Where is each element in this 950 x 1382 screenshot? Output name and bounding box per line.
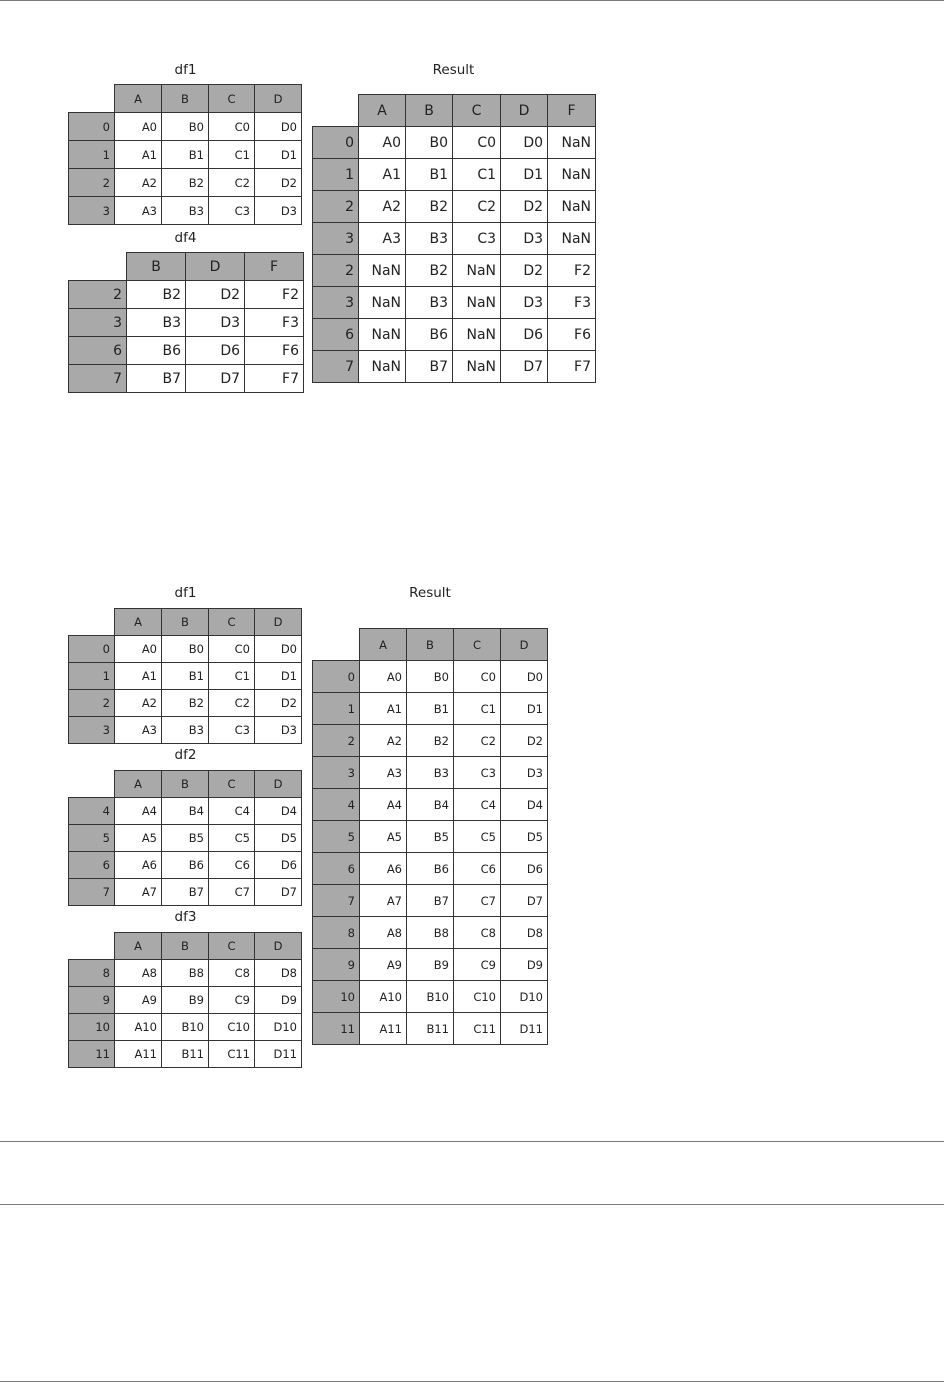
table-cell: A3: [360, 757, 407, 789]
table-cell: D6: [501, 853, 548, 885]
table-row: [313, 693, 548, 725]
table-row: [313, 789, 548, 821]
table-cell: B1: [406, 159, 453, 191]
table-cell: D3: [255, 717, 302, 744]
table-cell: D5: [255, 825, 302, 852]
table-cell: D0: [255, 636, 302, 663]
table-cell: A8: [360, 917, 407, 949]
table-cell: C4: [454, 789, 501, 821]
table-cell: B2: [127, 281, 186, 309]
table-cell: B1: [407, 693, 454, 725]
table-cell: A2: [359, 191, 406, 223]
table-row: [69, 636, 302, 663]
table-cell: C0: [453, 127, 501, 159]
table-row: [313, 1013, 548, 1045]
table-cell: D0: [255, 113, 302, 141]
table-cell: C0: [209, 636, 255, 663]
table-cell: D10: [501, 981, 548, 1013]
table-row: [69, 663, 302, 690]
table-cell: A0: [360, 661, 407, 693]
table-cell: F3: [245, 309, 304, 337]
table-cell: D6: [501, 319, 548, 351]
table-row: [69, 717, 302, 744]
table-cell: B3: [127, 309, 186, 337]
table-cell: F2: [548, 255, 596, 287]
table-cell: NaN: [548, 191, 596, 223]
row-index: 2: [313, 191, 359, 223]
table-cell: C11: [209, 1041, 255, 1068]
row-index: 0: [69, 113, 115, 141]
table-cell: D0: [501, 127, 548, 159]
table-cell: C7: [209, 879, 255, 906]
table-cell: C4: [209, 798, 255, 825]
table-cell: D7: [501, 885, 548, 917]
table-cell: C2: [453, 191, 501, 223]
df1-title: df1: [174, 585, 197, 601]
row-index: 11: [69, 1041, 115, 1068]
table-row: [313, 661, 548, 693]
column-header: C: [209, 933, 255, 960]
table-cell: B2: [406, 191, 453, 223]
table-cell: D6: [186, 337, 245, 365]
df3-table: [68, 932, 302, 1068]
table-cell: A1: [360, 693, 407, 725]
table-cell: C3: [209, 717, 255, 744]
row-index: 4: [313, 789, 360, 821]
table-row: [69, 690, 302, 717]
table-row: [69, 798, 302, 825]
table-cell: A3: [115, 717, 162, 744]
table-cell: A7: [360, 885, 407, 917]
table-cell: B7: [406, 351, 453, 383]
table-cell: A5: [360, 821, 407, 853]
table-row: [313, 981, 548, 1013]
table-cell: A0: [115, 113, 162, 141]
table-cell: C0: [454, 661, 501, 693]
table-cell: A9: [115, 987, 162, 1014]
table-cell: A5: [115, 825, 162, 852]
table-cell: D11: [255, 1041, 302, 1068]
table-cell: D3: [186, 309, 245, 337]
table-cell: NaN: [548, 223, 596, 255]
row-index: 6: [313, 853, 360, 885]
table-cell: D2: [501, 255, 548, 287]
table-cell: D2: [255, 169, 302, 197]
table-cell: B0: [162, 636, 209, 663]
table-cell: NaN: [359, 319, 406, 351]
table-cell: D3: [255, 197, 302, 225]
table-cell: B6: [407, 853, 454, 885]
table-cell: C7: [454, 885, 501, 917]
df4-title: df4: [174, 230, 197, 246]
table-cell: B7: [162, 879, 209, 906]
table-cell: A0: [115, 636, 162, 663]
row-index: 0: [313, 127, 359, 159]
table-cell: D0: [501, 661, 548, 693]
table-row: [313, 725, 548, 757]
table-cell: A2: [115, 169, 162, 197]
table-row: [69, 960, 302, 987]
table-cell: C11: [454, 1013, 501, 1045]
row-index: 0: [313, 661, 360, 693]
section-rule-1: [0, 1141, 944, 1142]
section-rule-2: [0, 1204, 944, 1205]
table-cell: B11: [162, 1041, 209, 1068]
table-cell: C10: [209, 1014, 255, 1041]
column-header: B: [162, 771, 209, 798]
column-header: B: [162, 609, 209, 636]
table-cell: A7: [115, 879, 162, 906]
row-index: 6: [69, 337, 127, 365]
row-index: 11: [313, 1013, 360, 1045]
table-cell: B1: [162, 141, 209, 169]
table-cell: A1: [115, 141, 162, 169]
table-cell: C9: [209, 987, 255, 1014]
table-cell: B4: [162, 798, 209, 825]
table-row: [69, 1014, 302, 1041]
table-cell: B2: [162, 690, 209, 717]
table-cell: B10: [407, 981, 454, 1013]
column-header: F: [245, 253, 304, 281]
column-header: C: [453, 95, 501, 127]
row-index: 1: [313, 159, 359, 191]
table-cell: B3: [406, 223, 453, 255]
table-cell: D9: [501, 949, 548, 981]
df2-table: [68, 770, 302, 906]
table-cell: C1: [209, 663, 255, 690]
column-header: D: [255, 85, 302, 113]
row-index: 7: [69, 365, 127, 393]
table-cell: B2: [407, 725, 454, 757]
row-index: 1: [69, 141, 115, 169]
table-cell: F7: [245, 365, 304, 393]
row-index: 2: [313, 725, 360, 757]
table-cell: C0: [209, 113, 255, 141]
row-index: 8: [69, 960, 115, 987]
table-row: [313, 853, 548, 885]
row-index: 5: [313, 821, 360, 853]
column-header: D: [255, 771, 302, 798]
table-cell: C8: [209, 960, 255, 987]
table-cell: F7: [548, 351, 596, 383]
table-cell: D8: [255, 960, 302, 987]
table-row: [313, 949, 548, 981]
table-cell: C10: [454, 981, 501, 1013]
table-cell: D4: [501, 789, 548, 821]
table-cell: C2: [209, 169, 255, 197]
table-cell: C1: [454, 693, 501, 725]
table-cell: B3: [162, 197, 209, 225]
table-cell: D8: [501, 917, 548, 949]
column-header: D: [501, 95, 548, 127]
table-cell: D9: [255, 987, 302, 1014]
table-cell: C8: [454, 917, 501, 949]
table-cell: B6: [406, 319, 453, 351]
table-cell: D7: [501, 351, 548, 383]
row-index: 10: [313, 981, 360, 1013]
table-cell: D1: [501, 159, 548, 191]
table-cell: C1: [209, 141, 255, 169]
column-header: B: [162, 933, 209, 960]
column-header: A: [115, 933, 162, 960]
table-cell: A10: [360, 981, 407, 1013]
table-cell: C5: [454, 821, 501, 853]
row-index: 6: [313, 319, 359, 351]
table-cell: B8: [407, 917, 454, 949]
table-cell: NaN: [548, 127, 596, 159]
row-index: 2: [313, 255, 359, 287]
df3-title: df3: [174, 909, 197, 925]
table-cell: A3: [115, 197, 162, 225]
table-cell: B7: [407, 885, 454, 917]
table-cell: NaN: [453, 255, 501, 287]
table-cell: A8: [115, 960, 162, 987]
table-cell: NaN: [453, 287, 501, 319]
column-header: A: [115, 85, 162, 113]
table-cell: D1: [255, 141, 302, 169]
df1-title: df1: [174, 62, 197, 78]
table-cell: C2: [454, 725, 501, 757]
row-index: 5: [69, 825, 115, 852]
row-index: 3: [69, 197, 115, 225]
table-cell: B2: [406, 255, 453, 287]
row-index: 1: [69, 663, 115, 690]
table-cell: A2: [360, 725, 407, 757]
table-cell: C3: [453, 223, 501, 255]
table-cell: A11: [360, 1013, 407, 1045]
row-index: 2: [69, 169, 115, 197]
table-cell: B11: [407, 1013, 454, 1045]
column-header: B: [127, 253, 186, 281]
column-header: B: [406, 95, 453, 127]
index-corner: [69, 933, 115, 960]
row-index: 7: [313, 351, 359, 383]
column-header: B: [162, 85, 209, 113]
column-header: D: [501, 629, 548, 661]
table-cell: A1: [115, 663, 162, 690]
table-cell: B0: [407, 661, 454, 693]
column-header: A: [115, 771, 162, 798]
index-corner: [313, 629, 360, 661]
table-cell: NaN: [453, 351, 501, 383]
table-cell: D2: [186, 281, 245, 309]
result-title: Result: [409, 585, 451, 601]
column-header: A: [360, 629, 407, 661]
table-cell: A6: [360, 853, 407, 885]
table-cell: B5: [162, 825, 209, 852]
table-cell: A9: [360, 949, 407, 981]
column-header: C: [454, 629, 501, 661]
table-cell: B0: [406, 127, 453, 159]
result-title: Result: [432, 62, 475, 78]
row-index: 3: [313, 287, 359, 319]
row-index: 2: [69, 281, 127, 309]
row-index: 7: [69, 879, 115, 906]
table-cell: D1: [501, 693, 548, 725]
table-row: [313, 917, 548, 949]
row-index: 3: [69, 309, 127, 337]
row-index: 10: [69, 1014, 115, 1041]
index-corner: [69, 609, 115, 636]
table-row: [69, 879, 302, 906]
table-cell: D2: [501, 191, 548, 223]
table-cell: B5: [407, 821, 454, 853]
column-header: C: [209, 609, 255, 636]
table-cell: C5: [209, 825, 255, 852]
table-cell: NaN: [359, 351, 406, 383]
table-cell: B3: [406, 287, 453, 319]
table-row: [313, 821, 548, 853]
column-header: D: [255, 933, 302, 960]
row-index: 1: [313, 693, 360, 725]
column-header: D: [186, 253, 245, 281]
table-cell: B3: [162, 717, 209, 744]
column-header: A: [359, 95, 406, 127]
table-cell: C9: [454, 949, 501, 981]
table-cell: B7: [127, 365, 186, 393]
row-index: 6: [69, 852, 115, 879]
table-cell: C6: [209, 852, 255, 879]
table-row: [313, 885, 548, 917]
table-cell: D7: [255, 879, 302, 906]
table-cell: B6: [127, 337, 186, 365]
row-index: 4: [69, 798, 115, 825]
table-cell: NaN: [548, 159, 596, 191]
table-cell: B9: [162, 987, 209, 1014]
table-cell: A2: [115, 690, 162, 717]
table-cell: D3: [501, 287, 548, 319]
table-cell: A10: [115, 1014, 162, 1041]
table-cell: D2: [255, 690, 302, 717]
table-cell: A0: [359, 127, 406, 159]
table-cell: B4: [407, 789, 454, 821]
table-cell: D11: [501, 1013, 548, 1045]
table-cell: D3: [501, 757, 548, 789]
table-row: [313, 757, 548, 789]
row-index: 3: [313, 223, 359, 255]
column-header: D: [255, 609, 302, 636]
table-cell: D1: [255, 663, 302, 690]
table-cell: D3: [501, 223, 548, 255]
table-cell: A3: [359, 223, 406, 255]
row-index: 3: [69, 717, 115, 744]
row-index: 0: [69, 636, 115, 663]
table-row: [69, 1041, 302, 1068]
table-cell: B9: [407, 949, 454, 981]
table-cell: A4: [115, 798, 162, 825]
column-header: B: [407, 629, 454, 661]
table-cell: D6: [255, 852, 302, 879]
table-cell: D10: [255, 1014, 302, 1041]
table-cell: D7: [186, 365, 245, 393]
table-row: [69, 852, 302, 879]
table-cell: C2: [209, 690, 255, 717]
row-index: 9: [313, 949, 360, 981]
table-cell: D5: [501, 821, 548, 853]
column-header: C: [209, 771, 255, 798]
table-row: [69, 825, 302, 852]
table-cell: B0: [162, 113, 209, 141]
table-cell: B10: [162, 1014, 209, 1041]
table-cell: B8: [162, 960, 209, 987]
table-cell: F6: [548, 319, 596, 351]
table-cell: B1: [162, 663, 209, 690]
row-index: 9: [69, 987, 115, 1014]
table-cell: NaN: [359, 287, 406, 319]
table-cell: F6: [245, 337, 304, 365]
row-index: 8: [313, 917, 360, 949]
table-cell: NaN: [359, 255, 406, 287]
table-cell: A1: [359, 159, 406, 191]
column-header: C: [209, 85, 255, 113]
result-table: [312, 628, 548, 1045]
index-corner: [69, 771, 115, 798]
table-cell: F2: [245, 281, 304, 309]
table-cell: NaN: [453, 319, 501, 351]
table-cell: B6: [162, 852, 209, 879]
table-cell: B2: [162, 169, 209, 197]
row-index: 3: [313, 757, 360, 789]
table-cell: A6: [115, 852, 162, 879]
table-cell: A11: [115, 1041, 162, 1068]
row-index: 2: [69, 690, 115, 717]
table-cell: C3: [454, 757, 501, 789]
df2-title: df2: [174, 747, 197, 763]
table-cell: A4: [360, 789, 407, 821]
df1-table: [68, 608, 302, 744]
column-header: F: [548, 95, 596, 127]
table-cell: D2: [501, 725, 548, 757]
table-cell: B3: [407, 757, 454, 789]
table-cell: F3: [548, 287, 596, 319]
column-header: A: [115, 609, 162, 636]
table-cell: D4: [255, 798, 302, 825]
table-cell: C6: [454, 853, 501, 885]
table-cell: C1: [453, 159, 501, 191]
row-index: 7: [313, 885, 360, 917]
table-row: [69, 987, 302, 1014]
table-cell: C3: [209, 197, 255, 225]
